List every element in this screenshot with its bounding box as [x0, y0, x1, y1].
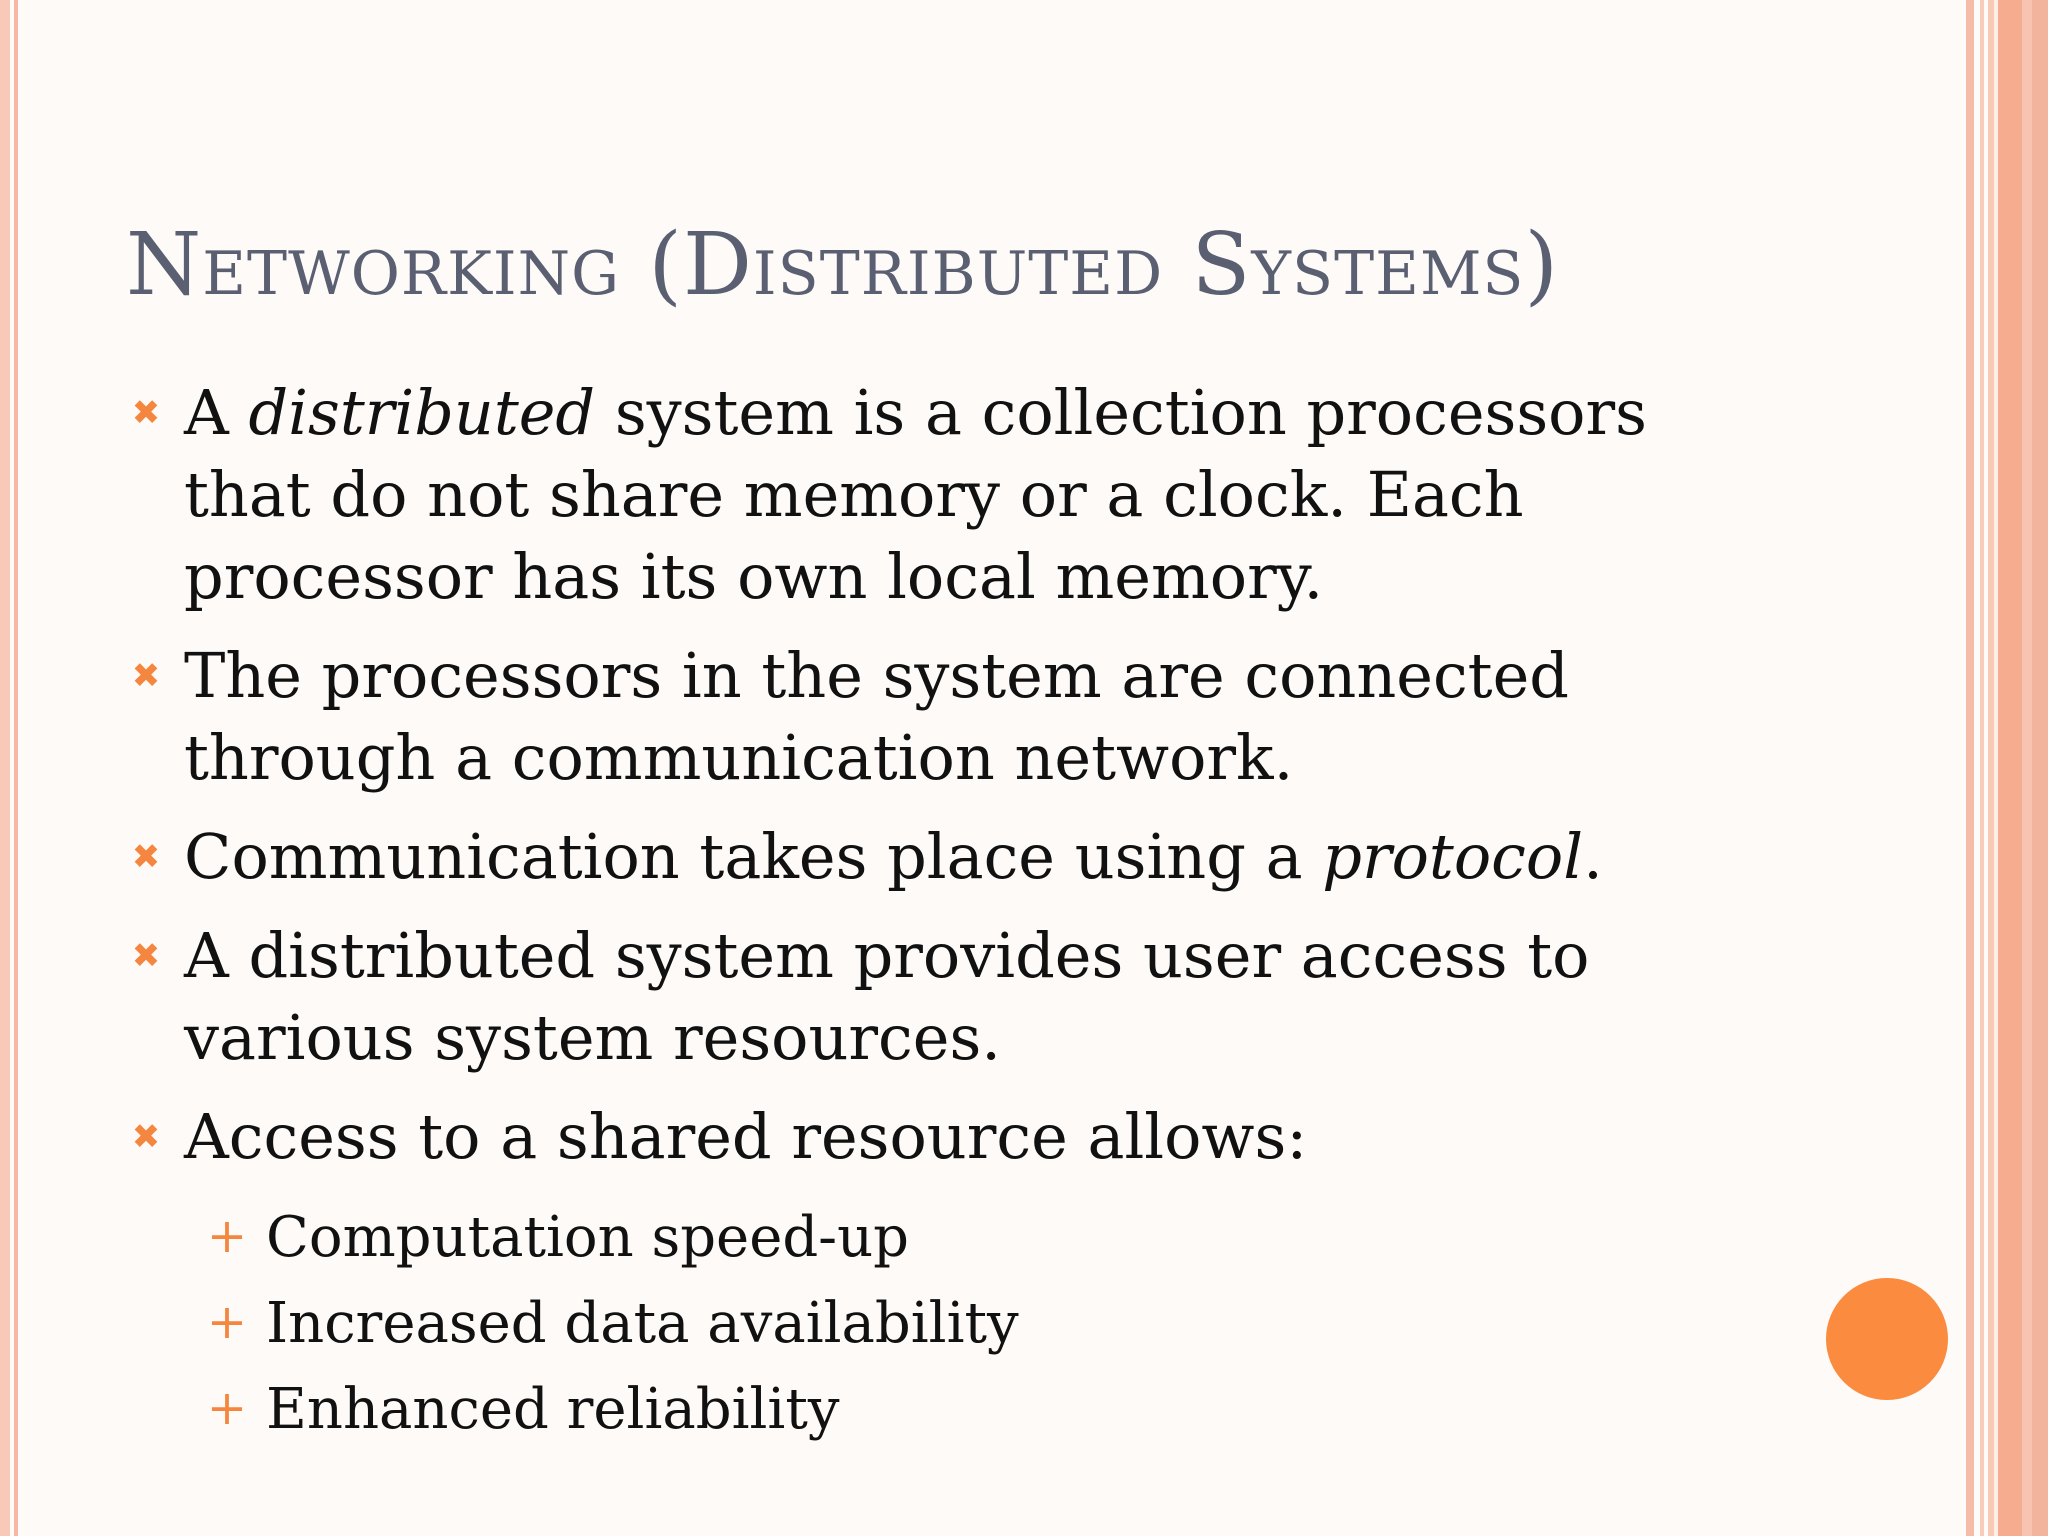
- subbullet-text: Increased data availability: [266, 1291, 1019, 1356]
- bullet-text: The processors in the system are connected through a communication network.: [184, 639, 1569, 794]
- slide-content: [126, 372, 1686, 1442]
- x-bullet-icon: ✖: [131, 1117, 161, 1157]
- right-border-stripe-1: [1966, 0, 1974, 1536]
- subbullet-text: Computation speed-up: [266, 1205, 910, 1270]
- subbullet-item-reliability: [204, 1367, 1686, 1453]
- left-decorative-border: [0, 0, 24, 1536]
- bullet-text-prefix: Communication takes place using a: [184, 820, 1323, 893]
- bullet-item-distributed-system: [126, 372, 1686, 618]
- bullet-item-protocol: [126, 816, 1686, 898]
- right-border-stripe-group: [1988, 0, 2048, 1536]
- slide-title: Networking (Distributed Systems): [126, 215, 1560, 315]
- subbullet-item-computation-speed-up: [204, 1195, 1686, 1281]
- right-border-stripe-2: [1980, 0, 1984, 1536]
- x-bullet-icon: ✖: [131, 393, 161, 433]
- bullet-text-emphasis: protocol: [1322, 820, 1584, 893]
- left-border-thin-stripe: [14, 0, 18, 1536]
- bullet-item-shared-resource: [126, 1096, 1686, 1178]
- bullet-item-user-access: [126, 915, 1686, 1079]
- subbullet-text: Enhanced reliability: [266, 1377, 840, 1442]
- bullet-text: Access to a shared resource allows:: [184, 1100, 1308, 1173]
- plus-bullet-icon: +: [206, 1380, 248, 1436]
- bullet-text: A distributed system provides user access to various system resources.: [184, 919, 1590, 1074]
- orange-circle-decoration: [1826, 1278, 1948, 1400]
- x-bullet-icon: ✖: [131, 837, 161, 877]
- bullet-text-emphasis: distributed: [248, 376, 596, 449]
- bullet-text-suffix: .: [1583, 820, 1603, 893]
- x-bullet-icon: ✖: [131, 656, 161, 696]
- subbullet-item-data-availability: [204, 1281, 1686, 1367]
- bullet-text-prefix: A: [184, 376, 249, 449]
- right-decorative-border: [1966, 0, 2048, 1536]
- plus-bullet-icon: +: [206, 1294, 248, 1350]
- plus-bullet-icon: +: [206, 1208, 248, 1264]
- bullet-item-communication-network: [126, 635, 1686, 799]
- x-bullet-icon: ✖: [131, 936, 161, 976]
- left-border-stripe: [0, 0, 10, 1536]
- bullet-text-suffix: system is a collection processors that do not share memory or a clock. Each processor has its own local memory.: [184, 376, 1647, 613]
